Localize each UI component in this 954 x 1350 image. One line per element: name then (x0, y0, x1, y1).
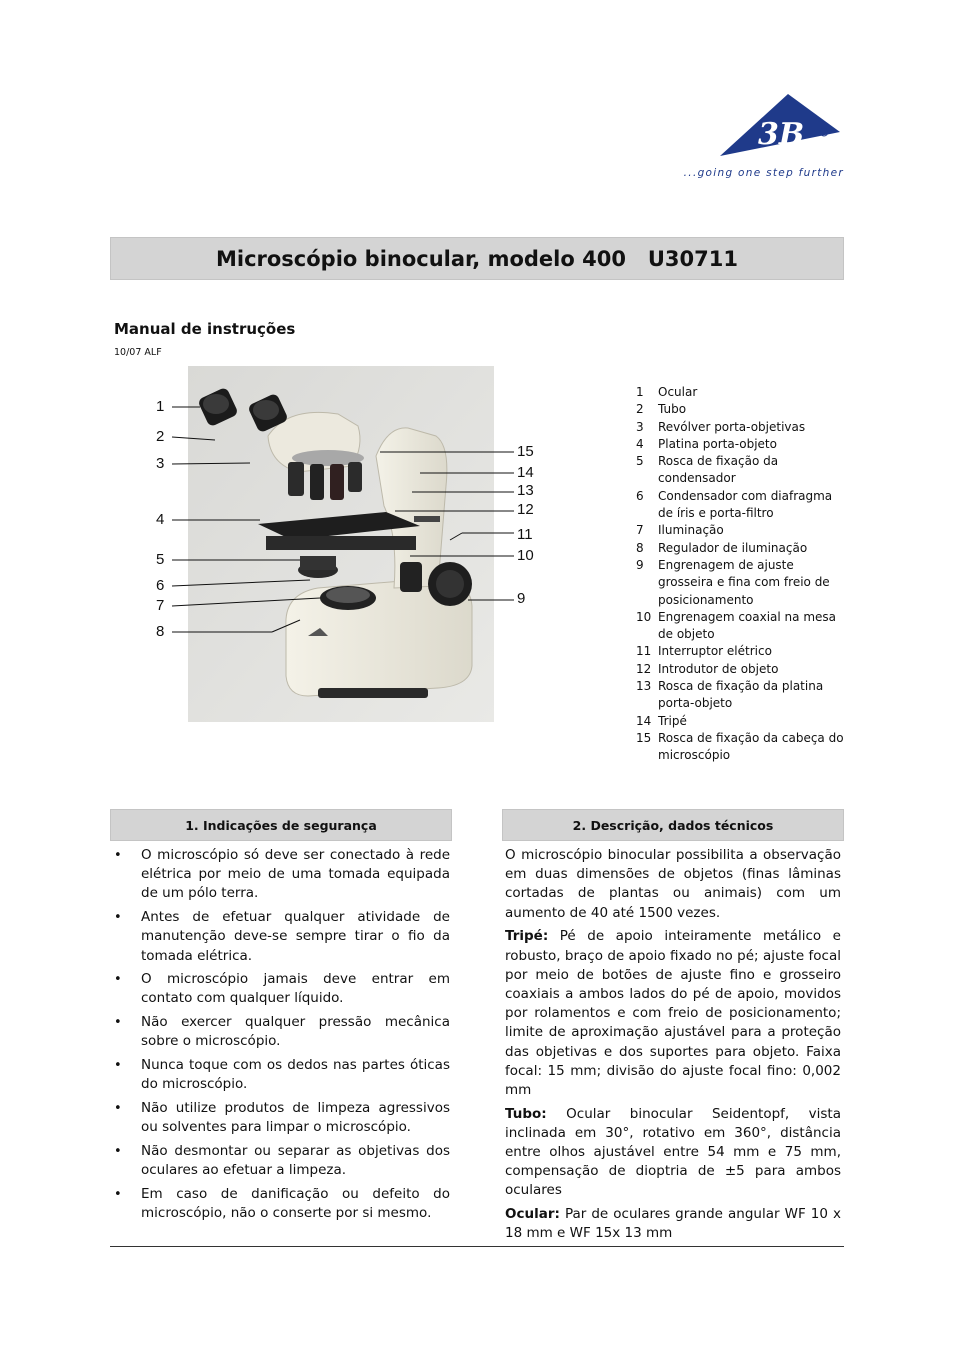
list-item: • O microscópio só deve ser conectado à rede elétrica por meio de uma tomada equipada de um pólo terra. (112, 846, 450, 904)
tubo-text: Ocular binocular Seidentopf, vista inclinada em 30°, rotativo em 360°, distância entre olhos ajustável entre 54 mm e 75 mm, compensação de dioptria de ±5 para ambos oculares (505, 1105, 841, 1199)
microscope-illustration (188, 366, 494, 722)
part-number: 8 (636, 540, 644, 555)
tubo-label: Tubo: (505, 1105, 547, 1122)
document-title-bar (110, 237, 844, 280)
callout-number: 3 (156, 455, 165, 472)
3b-triangle-logo-icon (720, 92, 844, 160)
part-label: Tripé (658, 713, 687, 728)
part-number: 5 (636, 454, 644, 469)
manual-title: Manual de instruções (114, 320, 296, 338)
section-heading-safety: 1. Indicações de segurança (110, 809, 452, 841)
tripe-text: Pé de apoio inteiramente metálico e robusto, braço de apoio fixado no pé; ajuste focal por meio de botões de ajuste fino e grosseiro coaxiais a ambos lados do pé de apoio, movidos por rolamentos e com freio de posicionamento; limite de aproximação ajustável para a proteção das objetivas e dos suportes para objeto. Faixa focal: 15 mm; divisão do ajuste focal fino: 0,002 mm (505, 928, 841, 1098)
callout-number: 1 (156, 398, 165, 415)
callout-number: 6 (156, 577, 165, 594)
description-text (505, 846, 841, 1248)
list-item (636, 540, 846, 557)
part-number: 12 (636, 661, 652, 676)
section-heading-description: 2. Descrição, dados técnicos (502, 809, 844, 841)
list-item: • Em caso de danificação ou defeito do microscópio, não o conserte por si mesmo. (112, 1185, 450, 1223)
part-number: 1 (636, 385, 644, 399)
part-number: 7 (636, 523, 644, 538)
description-tubo (505, 1105, 841, 1201)
callout-number: 14 (517, 464, 534, 481)
list-item (636, 488, 846, 523)
list-item: • Não utilize produtos de limpeza agressivos ou solventes para limpar o microscópio. (112, 1099, 450, 1137)
callout-number: 12 (517, 501, 534, 518)
part-number: 6 (636, 488, 644, 503)
part-number: 11 (636, 644, 652, 659)
part-label: Interruptor elétrico (658, 644, 772, 659)
brand-logo (670, 92, 850, 184)
callout-number: 5 (156, 551, 165, 568)
brand-tagline: ...going one step further (683, 167, 844, 179)
list-item (636, 419, 846, 436)
description-intro: O microscópio binocular possibilita a observação em duas dimensões de objetos (finas lâminas cortadas de plantas ou animais) com um aumento de 40 até 1500 vezes. (505, 847, 841, 921)
document-title: Microscópio binocular, modelo 400 U30711 (215, 246, 738, 271)
manual-date: 10/07 ALF (114, 347, 162, 358)
list-item (636, 401, 846, 418)
list-item: • Nunca toque com os dedos nas partes óticas do microscópio. (112, 1056, 450, 1094)
part-label: Rosca de fixação da condensador (658, 454, 779, 486)
microscope-photo (188, 366, 494, 722)
part-label: Engrenagem de ajuste grosseira e fina com freio de posicionamento (658, 557, 830, 607)
part-number: 13 (636, 679, 652, 694)
footer-divider (110, 1246, 844, 1247)
callout-number: 13 (517, 482, 534, 499)
list-item (636, 730, 846, 765)
part-number: 4 (636, 436, 644, 451)
part-number: 3 (636, 419, 644, 434)
list-item (636, 661, 846, 678)
part-number: 10 (636, 609, 652, 624)
list-item (636, 609, 846, 644)
list-item (636, 643, 846, 660)
description-tripe (505, 927, 841, 1100)
list-item: • Não exercer qualquer pressão mecânica sobre o microscópio. (112, 1013, 450, 1051)
list-item: • Antes de efetuar qualquer atividade de manutenção deve-se sempre tirar o fio da tomada elétrica. (112, 908, 450, 966)
list-item: • O microscópio jamais deve entrar em contato com qualquer líquido. (112, 970, 450, 1008)
list-item: • Não desmontar ou separar as objetivas dos oculares ao efetuar a limpeza. (112, 1142, 450, 1180)
callout-number: 11 (517, 526, 533, 543)
list-item (636, 436, 846, 453)
part-number: 14 (636, 713, 652, 728)
logo-text: 3B (758, 117, 805, 152)
part-label: Iluminação (658, 523, 724, 538)
description-ocular (505, 1205, 841, 1243)
part-label: Rosca de fixação da platina porta-objeto (658, 679, 824, 711)
ocular-label: Ocular: (505, 1206, 560, 1223)
parts-list (636, 384, 846, 765)
part-label: Tubo (658, 402, 687, 417)
callout-number: 10 (517, 547, 534, 564)
callout-number: 8 (156, 623, 165, 640)
part-number: 2 (636, 402, 644, 417)
callout-number: 15 (517, 443, 534, 460)
ocular-text: Par de oculares grande angular WF 10 x 18 mm e WF 15x 13 mm (505, 1206, 841, 1242)
part-label: Engrenagem coaxial na mesa de objeto (658, 609, 837, 642)
list-item (636, 453, 846, 488)
part-label: Rosca de fixação da cabeça do microscópio (658, 730, 844, 763)
callout-number: 9 (517, 590, 526, 607)
part-label: Condensador com diafragma de íris e porta-filtro (658, 488, 833, 521)
list-item (636, 713, 846, 730)
part-label: Revólver porta-objetivas (658, 419, 806, 434)
list-item (636, 557, 846, 609)
callout-number: 4 (156, 511, 165, 528)
part-number: 15 (636, 730, 652, 745)
list-item (636, 678, 846, 713)
part-label: Ocular (658, 385, 698, 399)
tripe-label: Tripé: (505, 928, 549, 945)
part-label: Platina porta-objeto (658, 436, 777, 451)
part-label: Regulador de iluminação (658, 540, 808, 555)
safety-list (112, 846, 450, 1228)
callout-number: 7 (156, 597, 165, 614)
part-label: Introdutor de objeto (658, 661, 779, 676)
list-item (636, 384, 846, 401)
list-item (636, 522, 846, 539)
callout-number: 2 (156, 428, 165, 445)
part-number: 9 (636, 557, 644, 572)
